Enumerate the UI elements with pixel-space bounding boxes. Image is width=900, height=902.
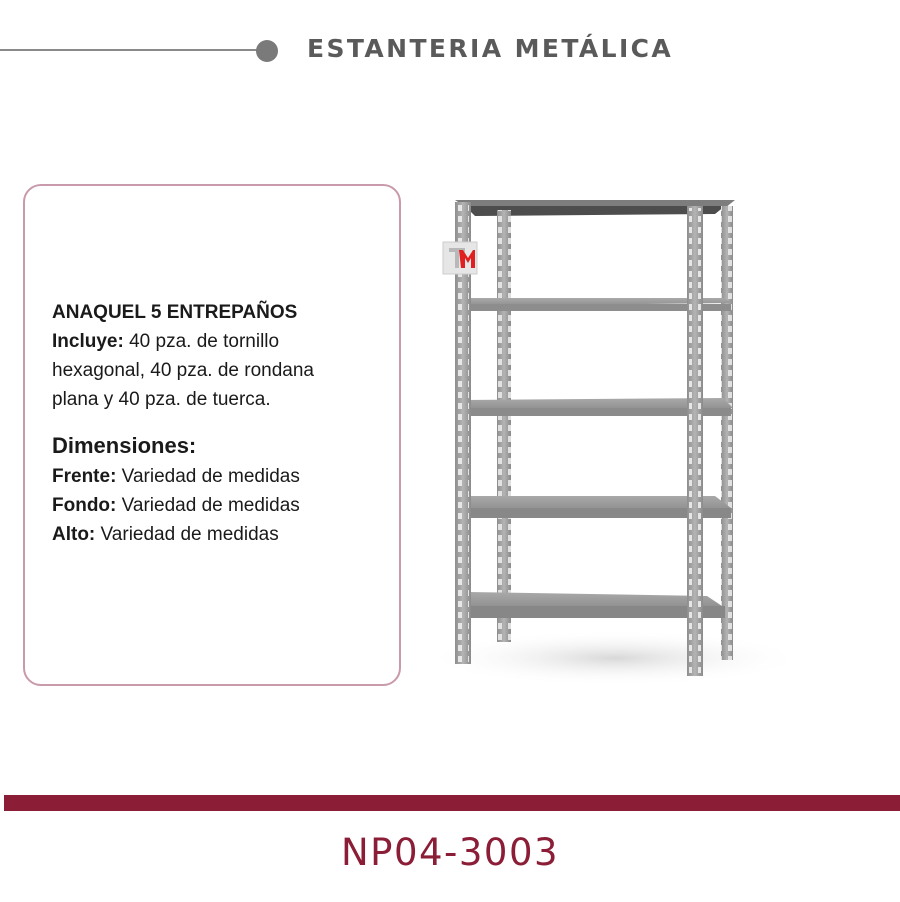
dimensions-heading: Dimensiones:	[52, 433, 197, 458]
height-label: Alto:	[52, 524, 96, 545]
floor-shadow	[425, 630, 797, 685]
height-value: Variedad de medidas	[95, 524, 279, 545]
header-divider-line	[0, 49, 262, 51]
metal-shelving-unit-image	[425, 180, 797, 685]
product-code: NP04-3003	[340, 831, 560, 874]
dimension-front	[52, 462, 392, 491]
includes-text-3: plana y 40 pza. de tuerca.	[52, 389, 271, 410]
shelf-5	[469, 592, 725, 618]
back-right-post-holes	[721, 206, 733, 660]
dimension-height	[52, 520, 392, 549]
page-title: ESTANTERIA METÁLICA	[307, 34, 674, 63]
back-left-post-holes	[497, 210, 511, 642]
front-right-post-holes	[689, 208, 701, 674]
front-label: Frente:	[52, 466, 117, 487]
product-name: ANAQUEL 5 ENTREPAÑOS	[52, 302, 298, 323]
dimension-depth	[52, 491, 392, 520]
depth-value: Variedad de medidas	[116, 495, 300, 516]
includes-text-1: 40 pza. de tornillo	[123, 331, 280, 352]
header-bullet-dot	[256, 40, 278, 62]
includes-label: Incluye:	[52, 331, 124, 352]
depth-label: Fondo:	[52, 495, 117, 516]
product-info-text	[52, 298, 392, 549]
product-info-card	[23, 184, 401, 686]
includes-text-2: hexagonal, 40 pza. de rondana	[52, 360, 314, 381]
front-value: Variedad de medidas	[116, 466, 300, 487]
footer-accent-bar	[4, 795, 900, 811]
includes-line	[52, 327, 392, 356]
